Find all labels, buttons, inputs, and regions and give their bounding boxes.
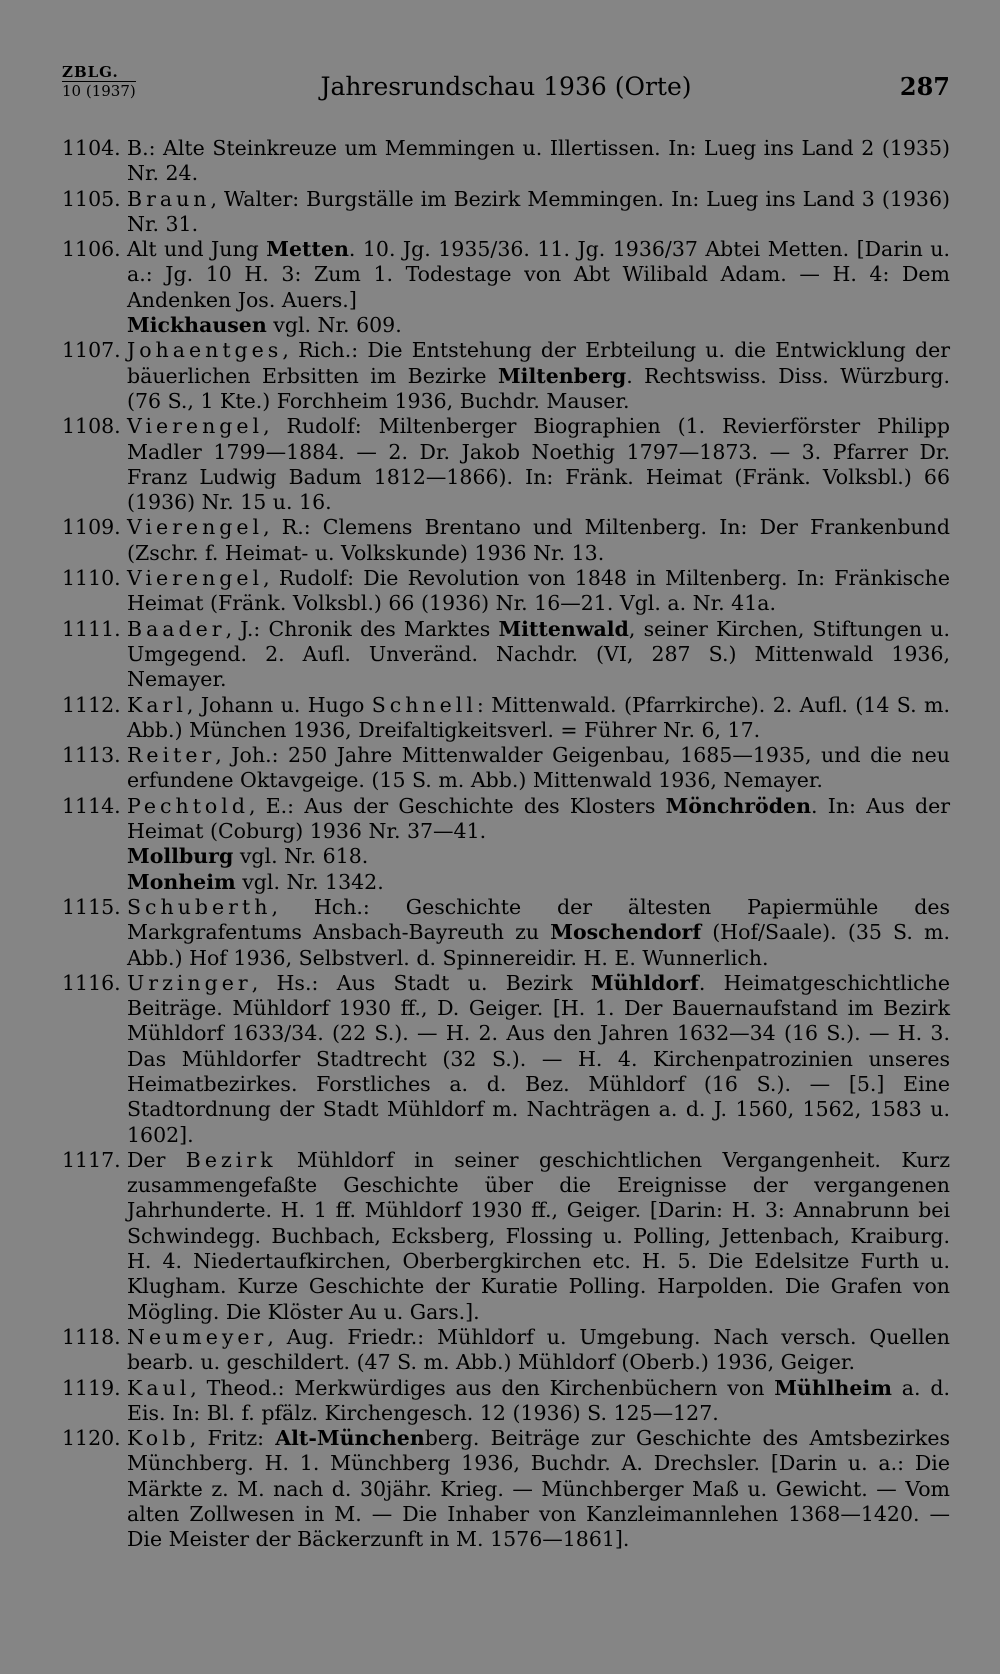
- entry-spaced-word: Bezirk: [185, 1147, 277, 1172]
- entry-place: Moschendorf: [550, 920, 702, 945]
- entry-number: 1114.: [62, 793, 121, 818]
- running-title: Jahresrundschau 1936 (Orte): [320, 72, 692, 101]
- xref-text: vgl. Nr. 609.: [266, 313, 402, 338]
- entry-number: 1116.: [62, 970, 121, 995]
- page-number: 287: [899, 72, 950, 101]
- bibliography-entry-1108: [62, 414, 950, 515]
- entry-prefix: , Hs.: Aus Stadt u. Bezirk: [251, 970, 591, 995]
- entry-text: , Walter: Burgställe im Bezirk Memmingen. In: Lueg ins Land 3 (1936) Nr. 31.: [127, 186, 950, 236]
- entry-number: 1106.: [62, 237, 121, 262]
- entry-prefix: , E.: Aus der Geschichte des Klosters: [248, 793, 666, 818]
- xref-text: vgl. Nr. 1342.: [235, 869, 384, 894]
- entry-text: : Mittenwald. (Pfarrkirche). 2. Aufl. (14 S. m. Abb.) München 1936, Dreifaltigkeitsverl. = Führer Nr. 6, 17.: [127, 692, 950, 742]
- entry-author: Karl: [127, 692, 187, 717]
- entry-place: Miltenberg: [497, 363, 627, 388]
- journal-abbreviation: ZBLG.: [62, 63, 119, 81]
- entry-place: Mönchröden: [665, 793, 811, 818]
- xref-place: Mickhausen: [127, 313, 267, 338]
- entry-prefix: Alt und Jung: [127, 237, 267, 262]
- entry-text: (Hof/Saale). (35 S. m. Abb.) Hof 1936, Selbstverl. d. Spinnereidir. H. E. Wunnerlich.: [127, 920, 950, 970]
- bibliography-entry-1114: [62, 794, 950, 845]
- entry-author: Kolb: [127, 1426, 190, 1451]
- entry-text: . Rechtswiss. Diss. Würzburg. (76 S., 1 Kte.) Forchheim 1936, Buchdr. Mauser.: [127, 363, 950, 413]
- bibliography-entry-1119: [62, 1376, 950, 1427]
- entry-number: 1117.: [62, 1147, 121, 1172]
- bibliography-entry-1110: [62, 566, 950, 617]
- entry-text: , seiner Kirchen, Stiftungen u. Umgegend. 2. Aufl. Unveränd. Nachdr. (VI, 287 S.) Mittenwald 1936, Nemayer.: [127, 616, 950, 692]
- entry-number: 1115.: [62, 894, 121, 919]
- entry-number: 1104.: [62, 136, 121, 160]
- entry-prefix: , J.: Chronik des Marktes: [225, 616, 499, 641]
- entry-text: , Aug. Friedr.: Mühldorf u. Umgebung. Nach versch. Quellen bearb. u. geschildert. (47 S. m. Abb.) Mühldorf (Oberb.) 1936, Geiger.: [127, 1324, 950, 1375]
- bibliography-entry-1106: [62, 237, 950, 313]
- entry-text: , Joh.: 250 Jahre Mittenwalder Geigenbau, 1685—1935, und die neu erfundene Oktavgeige. (15 S. m. Abb.) Mittenwald 1936, Nemayer.: [127, 743, 950, 793]
- entry-number: 1113.: [62, 743, 121, 768]
- entry-prefix: , Hch.: Geschichte der ältesten Papiermühle des Markgrafentums Ansbach-Bayreuth zu: [127, 894, 950, 945]
- entry-prefix: , Theod.: Merkwürdiges aus den Kirchenbüchern von: [190, 1375, 775, 1400]
- entry-text: , Rudolf: Miltenberger Biographien (1. Revierförster Philipp Madler 1799—1884. — 2. Dr. Jakob Noethig 1797—1873. — 3. Pfarrer Dr. Franz Ludwig Badum 1812—1866). In: Fränk. Heimat (Fränk. Volksbl.) 66 (1936) Nr. 15 u. 16.: [127, 414, 950, 515]
- entry-number: 1111.: [62, 616, 121, 641]
- cross-reference-mollburg: [62, 844, 950, 869]
- bibliography-list: [62, 136, 950, 1553]
- bibliography-entry-1113: [62, 743, 950, 794]
- entry-number: 1120.: [62, 1426, 121, 1451]
- bibliography-entry-1104: [62, 136, 950, 187]
- bibliography-entry-1120: [62, 1426, 950, 1552]
- entry-author: Baader: [127, 616, 226, 641]
- entry-number: 1109.: [62, 515, 121, 540]
- bibliography-entry-1107: [62, 338, 950, 414]
- entry-number: 1107.: [62, 338, 121, 363]
- entry-author: Urzinger: [127, 970, 252, 995]
- bibliography-entry-1115: [62, 895, 950, 971]
- bibliography-entry-1105: [62, 187, 950, 238]
- entry-author: Reiter: [127, 743, 216, 768]
- entry-author: Johaentges: [127, 338, 283, 363]
- xref-place: Monheim: [127, 869, 236, 894]
- entry-place: Mühldorf: [590, 970, 699, 995]
- entry-author-2: Schnell: [371, 692, 477, 717]
- entry-number: 1112.: [62, 692, 121, 717]
- entry-place: Alt-München: [275, 1426, 425, 1451]
- entry-author: Pechtold: [127, 793, 249, 818]
- entry-text: a. d. Eis. In: Bl. f. pfälz. Kirchengesch. 12 (1936) S. 125—127.: [127, 1375, 950, 1425]
- entry-text: , Rudolf: Die Revolution von 1848 in Miltenberg. In: Fränkische Heimat (Fränk. Volksbl.) 66 (1936) Nr. 16—21. Vgl. a. Nr. 41a.: [127, 566, 950, 616]
- entry-text: Mühldorf in seiner geschichtlichen Vergangenheit. Kurz zusammengefaßte Geschichte über die Ereignisse der vergangenen Jahrhunderte. H. 1 ff. Mühldorf 1930 ff., Geiger. [Darin: H. 3: Annabrunn bei Schwindegg. Buchbach, Ecksberg, Flossing u. Polling, Jettenbach, Kraiburg. H. 4. Niedertaufkirchen, Oberbergkirchen etc. H. 5. Die Edelsitze Furth u. Klugham. Kurze Geschichte der Kuratie Polling. Harpolden. Die Grafen von Mögling. Die Klöster Au u. Gars.].: [127, 1147, 951, 1324]
- entry-prefix: Der: [127, 1147, 186, 1172]
- page-header: [62, 62, 950, 112]
- entry-prefix: , Fritz:: [189, 1426, 276, 1451]
- entry-prefix: , Rich.: Die Entstehung der Erbteilung u. die Entwicklung der bäuerlichen Erbsitten im Bezirke: [127, 338, 950, 388]
- bibliography-entry-1111: [62, 617, 950, 693]
- entry-text: . Heimatgeschichtliche Beiträge. Mühldorf 1930 ff., D. Geiger. [H. 1. Der Bauernaufstand im Bezirk Mühldorf 1633/34. (22 S.). — H. 2. Aus den Jahren 1632—34 (16 S.). — H. 3. Das Mühldorfer Stadtrecht (32 S.). — H. 4. Kirchenpatrozinien unseres Heimatbezirkes. Forstliches a. d. Bez. Mühldorf (16 S.). — [5.] Eine Stadtordnung der Stadt Mühldorf m. Nachträgen a. d. J. 1560, 1562, 1583 u. 1602].: [127, 970, 950, 1147]
- entry-author: Vierengel: [127, 414, 264, 439]
- entry-text: berg. Beiträge zur Geschichte des Amtsbezirkes Münchberg. H. 1. Münchberg 1936, Buchdr. A. Drechsler. [Darin u. a.: Die Märkte z. M. nach d. 30jähr. Krieg. — Münchberger Maß u. Gewicht. — Vom alten Zollwesen in M. — Die Inhaber von Kanzleimannlehen 1368—1420. — Die Meister der Bäckerzunft in M. 1576—1861].: [127, 1426, 951, 1552]
- entry-number: 1118.: [62, 1324, 121, 1349]
- entry-author: Braun: [127, 186, 211, 211]
- entry-number: 1110.: [62, 566, 121, 591]
- entry-author: Vierengel: [127, 566, 264, 591]
- xref-place: Mollburg: [127, 844, 234, 869]
- entry-place: Mühlheim: [774, 1375, 892, 1400]
- entry-number: 1105.: [62, 186, 121, 211]
- entry-number: 1108.: [62, 414, 121, 439]
- journal-volume: 10 (1937): [62, 82, 136, 100]
- entry-author: Kaul: [127, 1375, 191, 1400]
- bibliography-entry-1116: [62, 971, 950, 1148]
- bibliography-entry-1109: [62, 515, 950, 566]
- entry-author: Vierengel: [127, 515, 264, 540]
- entry-author: Schuberth: [127, 894, 272, 919]
- entry-place: Mittenwald: [498, 616, 629, 641]
- entry-author: Neumeyer: [127, 1324, 268, 1349]
- bibliography-entry-1118: [62, 1325, 950, 1376]
- bibliography-entry-1112: [62, 693, 950, 744]
- cross-reference-mickhausen: [62, 313, 950, 338]
- entry-text: . In: Aus der Heimat (Coburg) 1936 Nr. 37—41.: [127, 793, 950, 844]
- entry-text: , R.: Clemens Brentano und Miltenberg. In: Der Frankenbund (Zschr. f. Heimat- u. Volkskunde) 1936 Nr. 13.: [127, 515, 950, 565]
- bibliography-entry-1117: [62, 1148, 950, 1325]
- entry-text: . 10. Jg. 1935/36. 11. Jg. 1936/37 Abtei Metten. [Darin u. a.: Jg. 10 H. 3: Zum 1. Todestage von Abt Wilibald Adam. — H. 4: Dem Andenken Jos. Auers.]: [127, 237, 950, 312]
- cross-reference-monheim: [62, 870, 950, 895]
- entry-prefix: , Johann u. Hugo: [186, 692, 372, 717]
- xref-text: vgl. Nr. 618.: [233, 844, 369, 869]
- entry-number: 1119.: [62, 1375, 121, 1400]
- entry-text: B.: Alte Steinkreuze um Memmingen u. Illertissen. In: Lueg ins Land 2 (1935) Nr. 24.: [127, 136, 950, 186]
- entry-place: Metten: [266, 237, 349, 262]
